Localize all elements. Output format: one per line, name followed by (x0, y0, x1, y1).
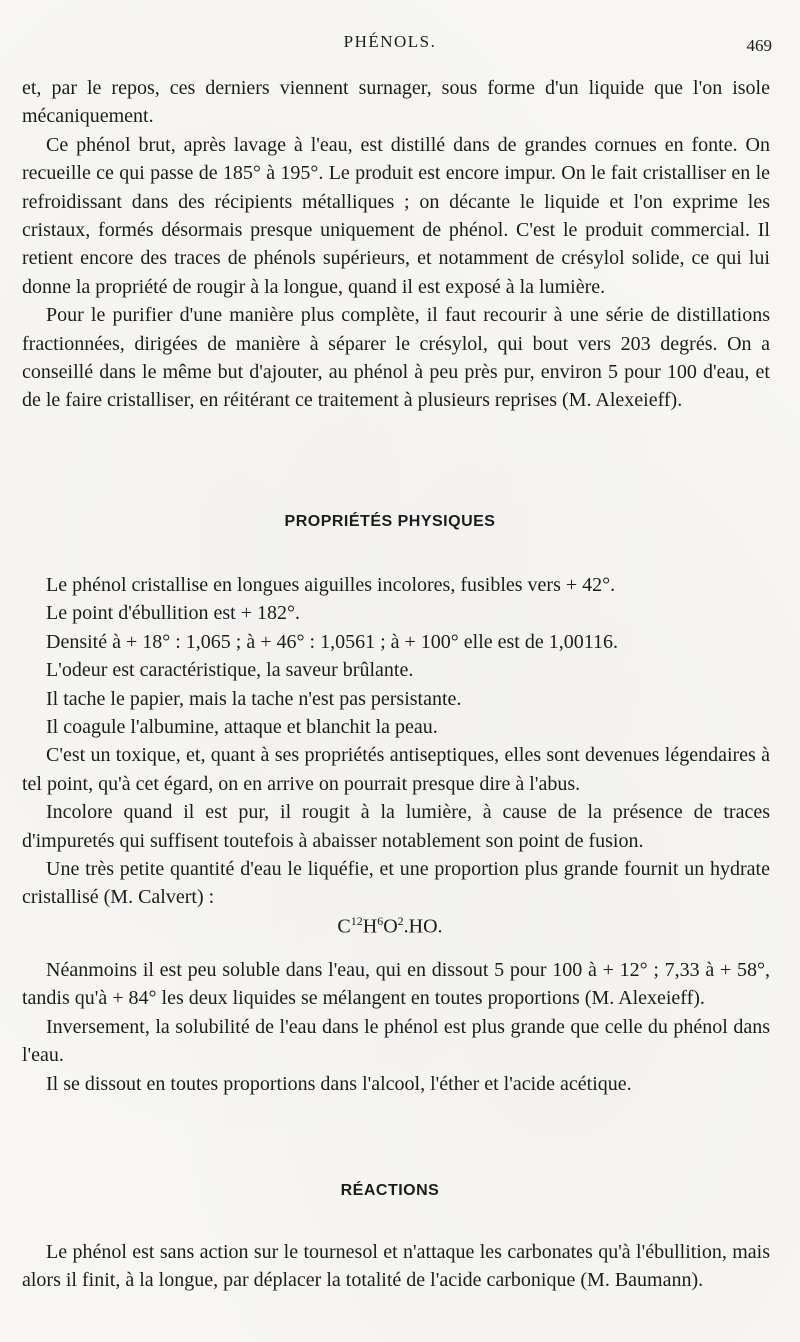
paragraph-continuation: et, par le repos, ces derniers viennent surnager, sous forme d'un liquide que l'on isole mécaniquement. (22, 77, 770, 128)
physical-properties-block (22, 571, 770, 912)
formula-c: C (337, 915, 351, 938)
formula-h-sub: 6 (377, 914, 384, 928)
paragraph-crude-phenol: Ce phénol brut, après lavage à l'eau, est distillé dans de grandes cornues en fonte. On recueille ce qui passe de 185° à 195°. Le produit est encore impur. On le fait cristalliser en le refroidissant dans des récipients métalliques ; on décante le liquide et l'on exprime les cristaux, formés désormais presque uniquement de phénol. C'est le produit commercial. Il retient encore des traces de phénols supérieurs, et notamment de crésylol solide, ce qui lui donne la propriété de rougir à la longue, quand il est exposé à la lumière. (22, 133, 770, 298)
intro-text-block (22, 74, 770, 415)
property-crystallization: Le phénol cristallise en longues aiguilles incolores, fusibles vers + 42°. (46, 574, 616, 596)
property-density: Densité à + 18° : 1,065 ; à + 46° : 1,0561 ; à + 100° elle est de 1,00116. (46, 630, 619, 653)
reactions-block (22, 1238, 770, 1295)
page-number: 469 (746, 36, 772, 55)
running-title: PHÉNOLS. (343, 32, 437, 51)
formula-o: O (383, 915, 398, 938)
paragraph-reaction-litmus: Le phénol est sans action sur le tournesol et n'attaque les carbonates qu'à l'ébullition, mais alors il finit, à la longue, par déplacer la totalité de l'acide carbonique (M. Baumann). (22, 1241, 770, 1292)
solubility-block (22, 956, 770, 1098)
paragraph-solubility-inverse: Inversement, la solubilité de l'eau dans le phénol est plus grande que celle du phénol dans l'eau. (22, 1015, 770, 1067)
property-boiling-point: Le point d'ébullition est + 182°. (46, 602, 300, 625)
hydrate-formula (0, 914, 780, 939)
formula-o-sub: 2 (397, 914, 404, 928)
paragraph-purification: Pour le purifier d'une manière plus complète, il faut recourir à une série de distillations fractionnées, dirigées de manière à séparer le crésylol, qui bout vers 203 degrés. On a conseillé dans le même but d'ajouter, au phénol à peu près pur, environ 5 pour 100 d'eau, et de le faire cristalliser, en réitérant ce traitement à plusieurs reprises (M. Alexeieff). (22, 304, 770, 412)
section-heading-physical-properties: PROPRIÉTÉS PHYSIQUES (284, 513, 496, 530)
formula-c-sub: 12 (350, 914, 363, 928)
paragraph-solubility-alcohol: Il se dissout en toutes proportions dans l'alcool, l'éther et l'acide acétique. (46, 1072, 632, 1095)
property-hydrate: Une très petite quantité d'eau le liquéfie, et une proportion plus grande fournit un hydrate cristallisé (M. Calvert) : (22, 858, 770, 909)
running-header (0, 32, 800, 56)
property-color: Incolore quand il est pur, il rougit à la lumière, à cause de la présence de traces d'impuretés qui suffisent toutefois à abaisser notablement son point de fusion. (22, 801, 770, 852)
formula-rest: .HO. (403, 915, 443, 938)
property-albumin: Il coagule l'albumine, attaque et blanchit la peau. (46, 716, 438, 739)
paragraph-solubility-water: Néanmoins il est peu soluble dans l'eau, qui en dissout 5 pour 100 à + 12° ; 7,33 à + 58°, tandis qu'à + 84° les deux liquides se mélangent en toutes proportions (M. Alexeieff). (22, 959, 770, 1010)
property-odor: L'odeur est caractéristique, la saveur brûlante. (46, 659, 414, 682)
property-toxic: C'est un toxique, et, quant à ses propriétés antiseptiques, elles sont devenues légendaires à tel point, qu'à cet égard, on en arrive on pourrait presque dire à l'abus. (22, 744, 770, 795)
section-heading-reactions: RÉACTIONS (340, 1182, 440, 1199)
property-paper-stain: Il tache le papier, mais la tache n'est pas persistante. (46, 687, 462, 710)
formula-h: H (362, 915, 378, 938)
